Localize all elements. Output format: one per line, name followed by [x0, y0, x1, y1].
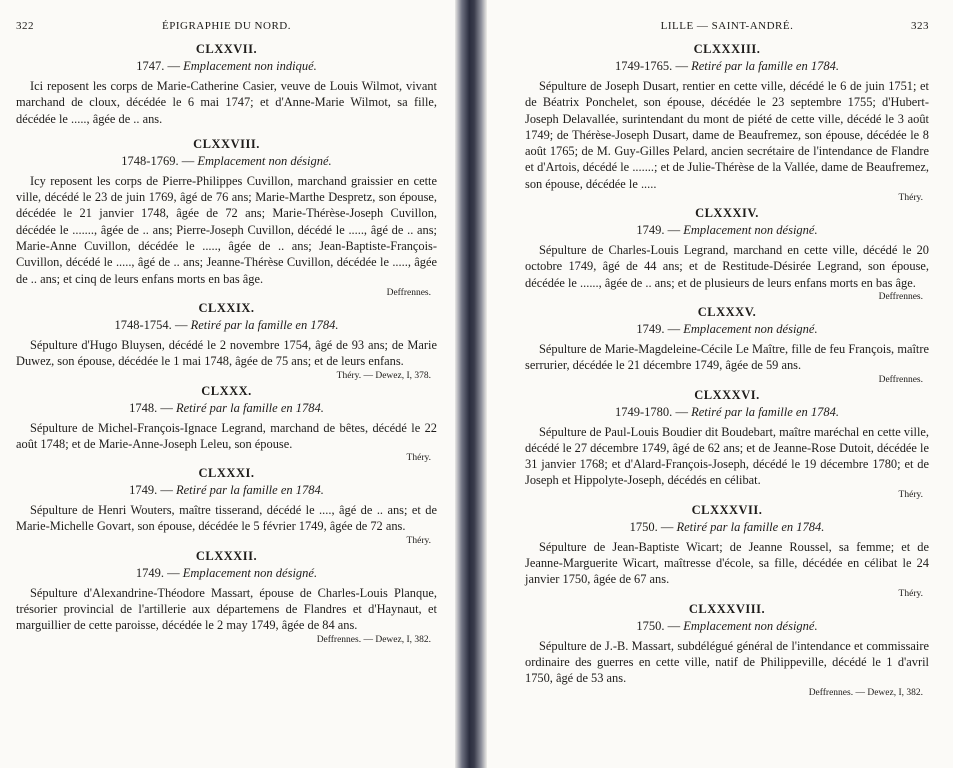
entry-location-note: Emplacement non désigné.	[683, 618, 818, 633]
entry-location-note: Emplacement non désigné.	[683, 321, 818, 336]
entry-heading: 1748-1754. — Retiré par la famille en 1784.	[114, 317, 339, 332]
entry-source: Théry.	[898, 588, 923, 599]
entry-source: Deffrennes.	[878, 291, 923, 302]
running-head	[16, 20, 437, 36]
entry-date: 1749.	[636, 321, 665, 336]
entry-text: Sépulture d'Alexandrine-Théodore Massart, épouse de Charles-Louis Planque, trésorier provincial de l'artillerie aux départemens de Flandres et d'Haynaut, et marguillier de cette paroisse, décédée le 2 may 1749, âgée de 84 ans.	[16, 585, 437, 633]
entry-source: Théry.	[898, 193, 923, 204]
left-page	[0, 0, 455, 768]
entry-location-note: Emplacement non indiqué.	[183, 59, 317, 73]
entry	[525, 305, 929, 385]
entry-date: 1749.	[636, 223, 665, 238]
entry-numeral: CLXXXIII.	[693, 42, 761, 56]
entry-heading: 1749. — Emplacement non désigné.	[636, 223, 818, 238]
entry-numeral: CLXXXII.	[195, 548, 258, 563]
entry-text: Sépulture de Marie-Magdeleine-Cécile Le Maître, fille de feu François, maître serrurier, décédée le 21 décembre 1749, âgée de 59 ans.	[525, 341, 929, 373]
entry-date: 1749-1780.	[615, 404, 673, 419]
entry-source: Deffrennes. — Dewez, I, 382.	[808, 687, 923, 698]
entry-heading: 1750. — Retiré par la famille en 1784.	[629, 519, 825, 534]
entry-text: Ici reposent les corps de Marie-Catherine Casier, veuve de Louis Wilmot, vivant marchand de cloux, décédée le 6 mai 1747; et d'Anne-Marie Wilmot, sa fille, décédée le ....., âgée de .. ans.	[16, 79, 437, 126]
entry-heading: 1749. — Retiré par la famille en 1784.	[129, 483, 324, 498]
entry-text: Icy reposent les corps de Pierre-Philippes Cuvillon, marchand graissier en cette ville, décédé le 23 de juin 1769, âgé de 76 ans; Marie-Marthe Despretz, son épouse, décédée le 21 janvier 1748, âgée de 72 ans; Marie-Thérèse-Joseph Cuvillon, décédée le ......., âgée de .. ans; Pierre-Joseph Cuvillon, décédé le ....., âgé de .. ans; Marie-Anne Cuvillon, décédée le ....., âgée de .. ans; Jean-Baptiste-François-Cuvillon, décédé le ....., âgé de .. ans; Jeanne-Thérèse Cuvillon, décédée le ....., âgée de .. ans; et cinq de leurs enfans morts en bas âge.	[16, 173, 437, 286]
entry-numeral: CLXXXVIII.	[688, 601, 766, 616]
entry-numeral: CLXXXI.	[198, 466, 255, 481]
entry-date: 1749.	[129, 483, 158, 498]
entry	[525, 503, 929, 599]
entry-numeral: CLXXIX.	[198, 300, 255, 315]
entry-date: 1749.	[135, 565, 165, 580]
entry-location-note: Retiré par la famille en 1784.	[190, 317, 339, 332]
entry	[16, 384, 437, 464]
entry-text: Sépulture de Joseph Dusart, rentier en cette ville, décédé le 6 de juin 1751; et de Béatrix Ponchelet, son épouse, décédée le 23 septembre 1755; d'Hubert-Joseph Delavallée, surintendant du mont de piété de cette ville, décédé le 3 août 1749; de Thérèse-Joseph Dusart, dame de Beaufremez, son épouse, décédée le 8 août 1765; de M. Guy-Gilles Pelard, ancien secrétaire de l'intendance de Flandre et d'Artois, décédé le .......; et de Julie-Thérèse de la Vallée, dame de Beaufremez, son épouse, décédée le .....	[525, 79, 929, 191]
entry-text: Sépulture de Henri Wouters, maître tisserand, décédé le ...., âgé de .. ans; et de Marie-Michelle Govart, son épouse, décédée le 5 février 1749, âgée de 72 ans.	[16, 503, 437, 534]
entry	[16, 301, 437, 381]
entry	[525, 42, 929, 203]
entry-heading: 1749-1765. — Retiré par la famille en 1784.	[615, 59, 839, 73]
entry-numeral: CLXXXVI.	[694, 387, 760, 402]
entry	[16, 137, 437, 298]
entry-location-note: Emplacement non désigné.	[683, 223, 818, 238]
page-number: 322	[16, 20, 34, 32]
entry-date: 1748-1769.	[121, 153, 179, 168]
entry-numeral: CLXXVIII.	[193, 136, 260, 151]
entry-heading: 1750. — Emplacement non désigné.	[636, 618, 818, 633]
entry-text: Sépulture de Charles-Louis Legrand, marchand en cette ville, décédé le 20 octobre 1749, âgé de 44 ans; et de Restitude-Désirée Legrand, son épouse, décédée le ......, âgée de .. ans; et de plusieurs de leurs enfans morts en bas âge.	[525, 243, 929, 290]
entry-source: Théry.	[406, 453, 431, 464]
entry-text: Sépulture d'Hugo Bluysen, décédé le 2 novembre 1754, âgé de 93 ans; de Marie Duwez, son épouse, décédée le 1 mai 1748, âgée de 75 ans; et de leurs enfans.	[16, 337, 437, 369]
entry-text: Sépulture de Michel-François-Ignace Legrand, marchand de bêtes, décédé le 22 août 1748; et de Marie-Anne-Joseph Leleu, son épouse.	[16, 420, 437, 451]
entry-heading: 1749. — Emplacement non désigné.	[636, 321, 818, 336]
entry-numeral: CLXXX.	[201, 383, 252, 398]
entry-date: 1750.	[629, 519, 658, 534]
entry-numeral: CLXXXIV.	[695, 206, 759, 221]
entry-numeral: CLXXXV.	[697, 304, 757, 319]
entry-date: 1747.	[136, 59, 165, 73]
entry-location-note: Retiré par la famille en 1784.	[691, 404, 839, 419]
entry-text: Sépulture de J.-B. Massart, subdélégué général de l'intendance et commissaire ordinaire des guerres en cette ville, natif de Philippeville, décédé le 1 d'avril 1750, âgé de 53 ans.	[525, 638, 929, 686]
entry-heading: 1748-1769. — Emplacement non désigné.	[121, 153, 332, 168]
entry-location-note: Retiré par la famille en 1784.	[676, 519, 825, 534]
entry-source: Deffrennes.	[386, 287, 431, 298]
entry-date: 1749-1765.	[615, 59, 673, 73]
right-page	[487, 0, 953, 768]
page-number: 323	[911, 20, 929, 32]
entry-location-note: Emplacement non désigné.	[182, 565, 318, 580]
entry-text: Sépulture de Jean-Baptiste Wicart; de Jeanne Roussel, sa femme; et de Jeanne-Marguerite Wicart, maîtresse d'école, sa fille, décédée en célibat le 24 janvier 1750, âgée de 67 ans.	[525, 539, 929, 587]
entry-location-note: Emplacement non désigné.	[197, 153, 332, 168]
entry-date: 1750.	[636, 618, 665, 633]
entry-source: Deffrennes.	[878, 374, 923, 385]
entry-text: Sépulture de Paul-Louis Boudier dit Boudebart, maître maréchal en cette ville, décédé le 27 décembre 1749, âgé de 62 ans; et de Jeanne-Rose Dutoit, décédée le 31 janvier 1768; et d'Alard-François-Joseph, décédé le 19 décembre 1780; et de Joseph et Hippolyte-Joseph, décédés en célibat.	[525, 424, 929, 488]
entry-numeral: CLXXXVII.	[691, 502, 763, 517]
entry-heading: 1749. — Emplacement non désigné.	[135, 565, 318, 580]
entry-source: Deffrennes. — Dewez, I, 382.	[316, 634, 431, 645]
entry	[16, 549, 437, 645]
entry-date: 1748.	[129, 400, 158, 415]
book-gutter	[455, 0, 487, 768]
entry	[525, 388, 929, 500]
entry-location-note: Retiré par la famille en 1784.	[691, 59, 839, 73]
entry-location-note: Retiré par la famille en 1784.	[175, 483, 324, 498]
entry	[525, 602, 929, 698]
entry	[16, 42, 437, 127]
running-title: ÉPIGRAPHIE DU NORD.	[162, 20, 291, 32]
entry	[16, 466, 437, 546]
entry-source: Théry. — Dewez, I, 378.	[336, 370, 431, 381]
entry	[525, 206, 929, 302]
entry-date: 1748-1754.	[114, 317, 172, 332]
entry-heading: 1747. — Emplacement non indiqué.	[136, 59, 317, 73]
entry-heading: 1748. — Retiré par la famille en 1784.	[129, 400, 324, 415]
entry-heading: 1749-1780. — Retiré par la famille en 1784.	[615, 404, 839, 419]
running-head	[525, 20, 929, 36]
entry-source: Théry.	[406, 535, 431, 546]
entry-source: Théry.	[898, 489, 923, 500]
entry-numeral: CLXXVII.	[195, 42, 258, 56]
entry-location-note: Retiré par la famille en 1784.	[175, 400, 324, 415]
running-title: LILLE — SAINT-ANDRÉ.	[660, 20, 794, 32]
